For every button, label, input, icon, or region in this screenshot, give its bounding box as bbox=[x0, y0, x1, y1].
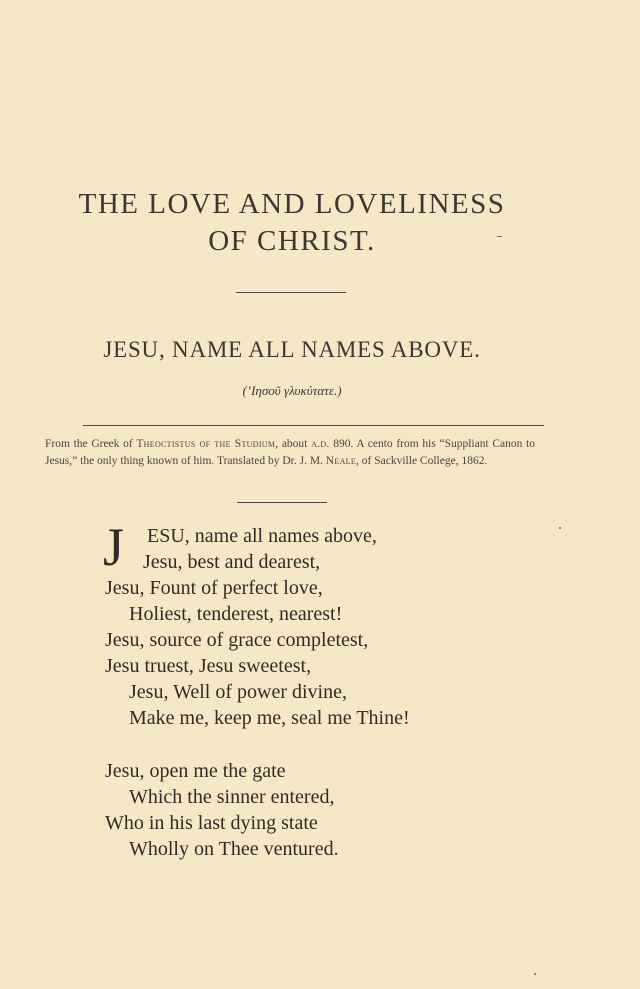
verse-line: Jesu, source of grace completest, bbox=[105, 629, 369, 651]
verse-line: Who in his last dying state bbox=[105, 812, 318, 834]
hymn-title: JESU, NAME ALL NAMES ABOVE. bbox=[103, 337, 481, 362]
greek-title: (’Ιησοῦ γλυκύτατε.) bbox=[242, 383, 342, 398]
verse-line: Jesu truest, Jesu sweetest, bbox=[105, 655, 312, 677]
verse-line: Wholly on Thee ventured. bbox=[129, 838, 339, 860]
translator-name: Neale bbox=[325, 454, 357, 467]
verse-line: Make me, keep me, seal me Thine! bbox=[129, 707, 410, 729]
note-text: From the Greek of Theoctistus of the Studium, about a.d. 890. A cento from his “Suppliant Canon to Jesus,” the only thing known of him. Translated by Dr. J. M. Neale, of Sackville College, 1862. bbox=[45, 438, 535, 467]
verse-line: Jesu, open me the gate bbox=[105, 760, 286, 782]
note-bottom-rule bbox=[237, 502, 327, 503]
drop-cap: J bbox=[103, 517, 125, 577]
title-divider bbox=[236, 292, 346, 293]
verse-line: ESU, name all names above, bbox=[147, 525, 377, 547]
era: a.d. bbox=[311, 438, 330, 450]
author-name: Theoctistus of the Studium bbox=[136, 438, 276, 450]
translation-note bbox=[45, 436, 535, 469]
paper-speck bbox=[497, 236, 502, 237]
section-title-line-1: THE LOVE AND LOVELINESS bbox=[78, 188, 506, 220]
section-title-line-2: OF CHRIST. bbox=[208, 225, 376, 257]
verse-line: Jesu, Well of power divine, bbox=[129, 681, 347, 703]
paper-speck bbox=[559, 527, 561, 529]
verse-line: Jesu, best and dearest, bbox=[143, 551, 321, 573]
verse-line: Jesu, Fount of perfect love, bbox=[105, 577, 323, 599]
note-top-rule bbox=[83, 425, 544, 426]
verse-line: Holiest, tenderest, nearest! bbox=[129, 603, 343, 625]
paper-speck bbox=[534, 973, 536, 975]
verse-line: Which the sinner entered, bbox=[129, 786, 335, 808]
